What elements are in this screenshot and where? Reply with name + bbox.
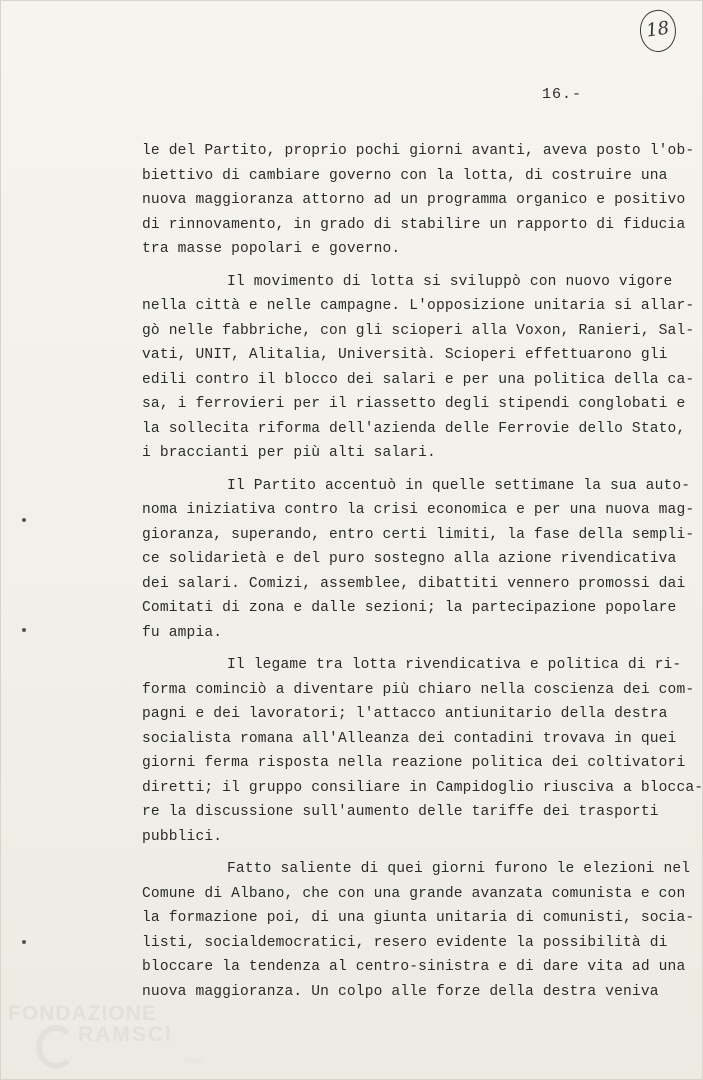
text-line: forma cominciò a diventare più chiaro nella coscienza dei com-	[142, 681, 695, 698]
watermark-suffix: onlus	[184, 1056, 204, 1065]
text-line: bloccare la tendenza al centro-sinistra e di dare vita ad una	[142, 959, 686, 975]
text-line: Il movimento di lotta si sviluppò con nuovo vigore	[227, 273, 673, 290]
text-line: gioranza, superando, entro certi limiti, la fase della sempli-	[142, 526, 695, 543]
gramsci-g-logo-icon	[36, 1025, 76, 1069]
paragraph-gap	[142, 849, 682, 857]
body-text	[142, 139, 703, 1004]
margin-mark	[22, 628, 26, 632]
text-line: nuova maggioranza. Un colpo alle forze della destra veniva	[142, 983, 659, 1000]
text-line: giorni ferma risposta nella reazione politica dei coltivatori	[142, 755, 686, 771]
paragraph-gap	[142, 262, 682, 270]
text-line: Comune di Albano, che con una grande avanzata comunista e con	[142, 885, 686, 902]
margin-mark	[22, 940, 26, 944]
text-line: Fatto saliente di quei giorni furono le elezioni nel	[227, 861, 691, 877]
text-line: nuova maggioranza attorno ad un programma organico e positivo	[142, 192, 686, 208]
text-line: socialista romana all'Alleanza dei contadini trovava in quei	[142, 730, 677, 747]
typed-page-number: 16.-	[542, 86, 583, 103]
text-line: gò nelle fabbriche, con gli scioperi alla Voxon, Ranieri, Sal-	[142, 322, 695, 339]
text-line: biettivo di cambiare governo con la lotta, di costruire una	[142, 167, 668, 184]
text-line: Comitati di zona e dalle sezioni; la partecipazione popolare	[142, 600, 677, 616]
text-line: pagni e dei lavoratori; l'attacco antiunitario della destra	[142, 706, 668, 722]
handwritten-page-number	[637, 8, 678, 55]
text-line: edili contro il blocco dei salari e per una politica della ca-	[142, 371, 695, 388]
text-line: noma iniziativa contro la crisi economica e per una nuova mag-	[142, 502, 695, 518]
text-line: pubblici.	[142, 828, 223, 845]
text-line: i braccianti per più alti salari.	[142, 445, 436, 461]
margin-mark	[22, 518, 26, 522]
text-line: tra masse popolari e governo.	[142, 241, 401, 257]
text-line: sa, i ferrovieri per il riassetto degli stipendi conglobati e	[142, 396, 686, 412]
text-line: Il Partito accentuò in quelle settimane la sua auto-	[227, 477, 691, 494]
handwritten-page-number-text: 18	[644, 17, 671, 42]
text-line: listi, socialdemocratici, resero evidente la possibilità di	[142, 934, 668, 951]
text-line: Il legame tra lotta rivendicativa e politica di ri-	[227, 657, 682, 673]
fondazione-gramsci-watermark	[8, 1000, 208, 1080]
watermark-line1: FONDAZIONE	[8, 1002, 157, 1025]
paragraph-gap	[142, 645, 682, 653]
text-line: nella città e nelle campagne. L'opposizione unitaria si allar-	[142, 298, 695, 314]
text-line: ce solidarietà e del puro sostegno alla azione rivendicativa	[142, 551, 677, 567]
text-line: di rinnovamento, in grado di stabilire un rapporto di fiducia	[142, 216, 686, 233]
text-line: re la discussione sull'aumento delle tariffe dei trasporti	[142, 804, 659, 820]
text-line: fu ampia.	[142, 624, 223, 641]
text-line: dei salari. Comizi, assemblee, dibattiti vennero promossi dai	[142, 575, 686, 592]
watermark-line2: RAMSCI	[78, 1023, 173, 1046]
text-line: la sollecita riforma dell'azienda delle Ferrovie dello Stato,	[142, 420, 686, 437]
text-line: diretti; il gruppo consiliare in Campidoglio riusciva a blocca-	[142, 779, 703, 796]
text-line: la formazione poi, di una giunta unitaria di comunisti, socia-	[142, 910, 695, 926]
paragraph-gap	[142, 466, 682, 474]
text-line: le del Partito, proprio pochi giorni avanti, aveva posto l'ob-	[142, 143, 695, 159]
text-line: vati, UNIT, Alitalia, Università. Scioperi effettuarono gli	[142, 347, 668, 363]
